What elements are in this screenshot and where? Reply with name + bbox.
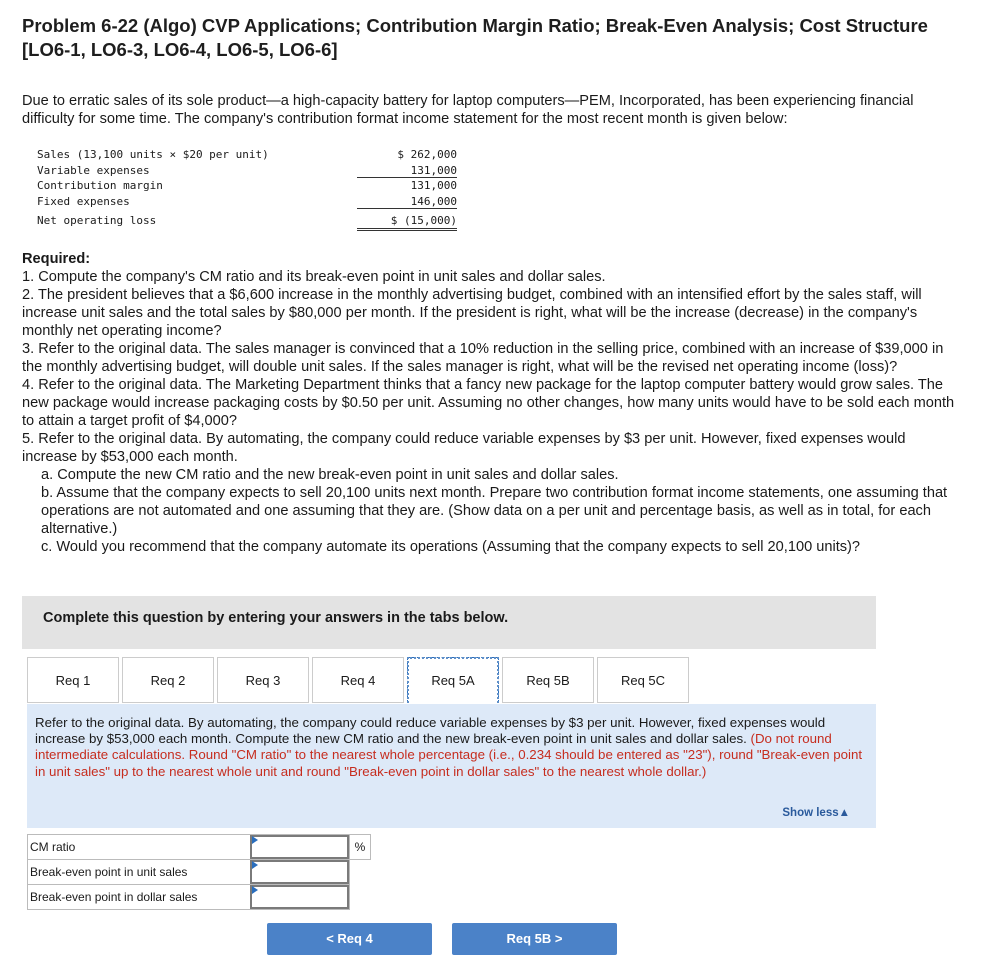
statement-label: Sales (13,100 units × $20 per unit): [37, 148, 269, 161]
break-even-units-input[interactable]: [250, 860, 349, 884]
table-row: [28, 835, 371, 860]
statement-label: Fixed expenses: [37, 194, 130, 208]
table-row: [28, 885, 371, 910]
unit-cell: [350, 885, 371, 910]
statement-row: [37, 163, 457, 179]
statement-amount: $ 262,000: [397, 148, 457, 161]
break-even-dollars-label: Break-even point in dollar sales: [28, 885, 251, 910]
table-row: [28, 860, 371, 885]
rounding-note: (Do not round intermediate calculations. Round "CM ratio" to the nearest whole percentage (i.e., 0.234 should be entered as "23"), round "Break-even point in unit sales" up to the nearest whole unit and round "Break-even point in dollar sales" to the nearest whole dollar.): [35, 731, 863, 779]
requirement-item: 2. The president believes that a $6,600 increase in the monthly advertising budget, combined with an intensified effort by the sales staff, will increase unit sales and the total sales by $80,000 per month. If the president is right, what will be the increase (decrease) in the company's monthly net operating income?: [22, 287, 922, 339]
statement-amount: 146,000: [357, 195, 457, 209]
break-even-units-label: Break-even point in unit sales: [28, 860, 251, 885]
tab-req-5c[interactable]: Req 5C: [597, 657, 689, 703]
prev-req-4-button[interactable]: < Req 4: [267, 923, 432, 955]
page-title: Problem 6-22 (Algo) CVP Applications; Contribution Margin Ratio; Break-Even Analysis; Cost Structure [LO6-1, LO6-3, LO6-4, LO6-5, LO6-6]: [22, 15, 928, 60]
break-even-units-cell: [251, 860, 350, 885]
statement-amount: $ (15,000): [357, 214, 457, 231]
percent-unit: %: [350, 835, 371, 860]
statement-row: [37, 194, 457, 210]
answer-table: [27, 834, 371, 910]
requirement-item: 5. Refer to the original data. By automating, the company could reduce variable expenses by $3 per unit. However, fixed expenses would increase by $53,000 each month.: [22, 431, 906, 465]
requirement-item: 4. Refer to the original data. The Marketing Department thinks that a fancy new package for the laptop computer battery would grow sales. The new package would increase packaging costs by $0.50 per unit. Assuming no other changes, how many units would have to be sold each month to attain a target profit of $4,000?: [22, 377, 955, 429]
statement-row: [37, 147, 457, 163]
statement-row: [37, 178, 457, 194]
requirement-subitem: b. Assume that the company expects to sell 20,100 units next month. Prepare two contribution format income statements, one assuming that operations are not automated and one assuming that they are. (Show data on a per unit and percentage basis, as well as in total, for each alternative.): [41, 485, 948, 537]
break-even-dollars-cell: [251, 885, 350, 910]
requirement-subitem: c. Would you recommend that the company automate its operations (Assuming that the company expects to sell 20,100 units)?: [41, 539, 861, 555]
statement-amount: 131,000: [410, 179, 457, 192]
tab-req-2[interactable]: Req 2: [122, 657, 214, 703]
tab-req-5b[interactable]: Req 5B: [502, 657, 594, 703]
cm-ratio-label: CM ratio: [28, 835, 251, 860]
statement-label: Net operating loss: [37, 214, 157, 227]
income-statement: [37, 147, 457, 229]
unit-cell: [350, 860, 371, 885]
tab-req-3[interactable]: Req 3: [217, 657, 309, 703]
requirement-item: 1. Compute the company's CM ratio and its break-even point in unit sales and dollar sales.: [22, 269, 606, 285]
statement-label: Variable expenses: [37, 163, 150, 177]
instruction-text: Refer to the original data. By automating, the company could reduce variable expenses by $3 per unit. However, fixed expenses would increase by $53,000 each month. Compute the new CM ratio and the new break-even point in unit sales and dollar sales.: [35, 715, 826, 747]
required-heading: Required:: [22, 251, 91, 267]
next-req-5b-button[interactable]: Req 5B >: [452, 923, 617, 955]
cm-ratio-cell: [251, 835, 350, 860]
show-less-link[interactable]: Show less▲: [782, 807, 850, 819]
requirement-item: 3. Refer to the original data. The sales manager is convinced that a 10% reduction in the selling price, combined with an increase of $39,000 in the monthly advertising budget, will double unit sales. If the sales manager is right, what will be the revised net operating income (loss)?: [22, 341, 944, 375]
requirement-subitem: a. Compute the new CM ratio and the new break-even point in unit sales and dollar sales.: [41, 467, 619, 483]
tab-panel: [27, 704, 876, 828]
break-even-dollars-input[interactable]: [250, 885, 349, 909]
cm-ratio-input[interactable]: [250, 835, 349, 859]
tab-req-1[interactable]: Req 1: [27, 657, 119, 703]
banner-text: Complete this question by entering your answers in the tabs below.: [43, 610, 509, 626]
instruction-banner: [22, 596, 876, 649]
intro-text: Due to erratic sales of its sole product—a high-capacity battery for laptop computers—PEM, Incorporated, has been experiencing financial difficulty for some time. The company's contribution format income statement for the most recent month is given below:: [22, 93, 914, 127]
statement-label: Contribution margin: [37, 179, 163, 192]
tab-req-5a[interactable]: Req 5A: [407, 657, 499, 703]
tab-req-4[interactable]: Req 4: [312, 657, 404, 703]
statement-row: [37, 213, 457, 229]
requirements: [22, 250, 957, 556]
panel-instruction: [35, 715, 865, 780]
statement-amount: 131,000: [357, 164, 457, 178]
